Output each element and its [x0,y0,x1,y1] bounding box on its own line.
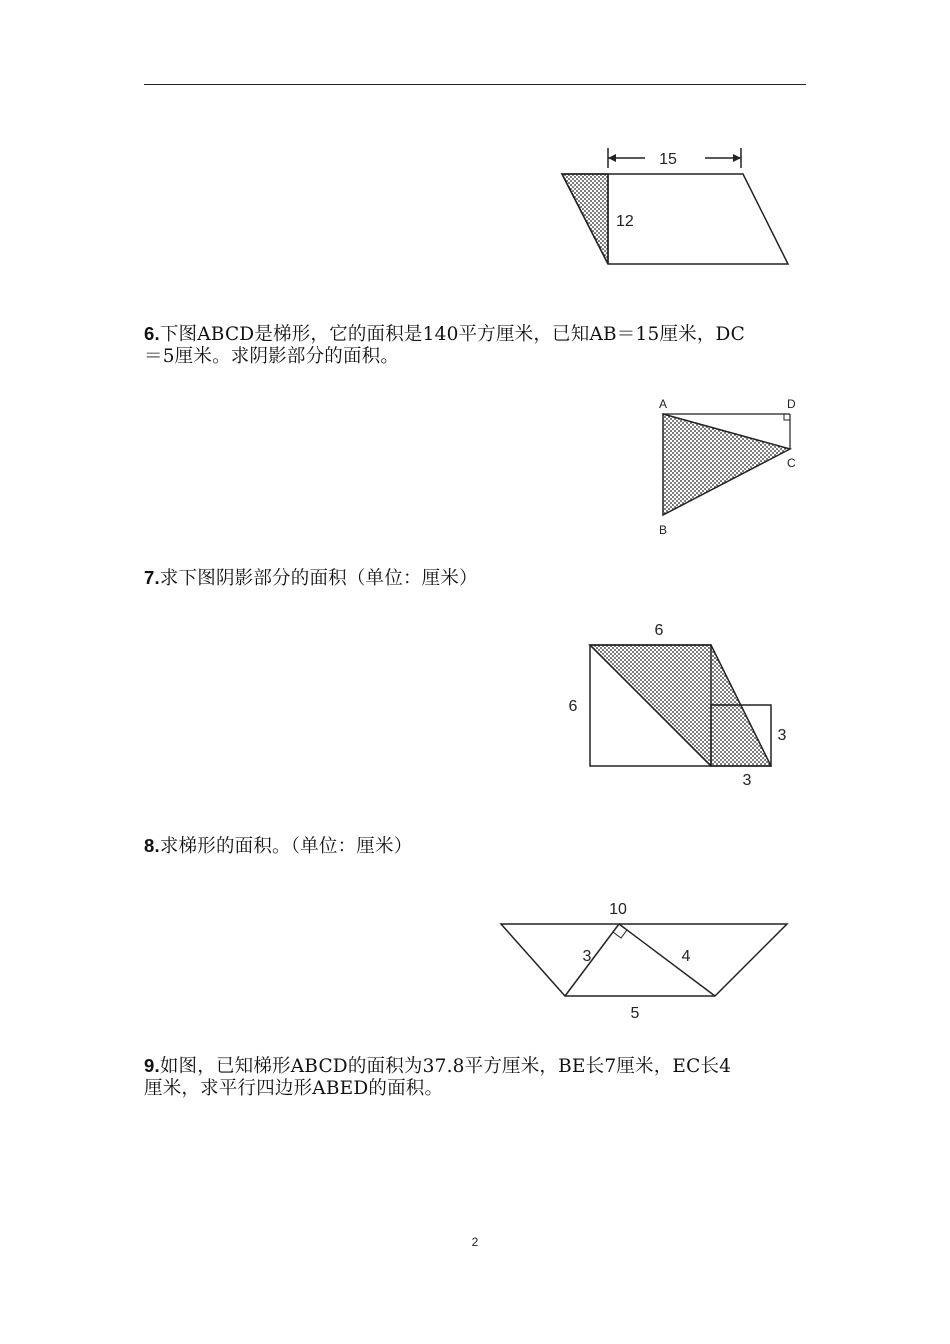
label-bottom-3: 3 [742,772,752,789]
problem-number: 6. [144,323,160,344]
problem-6 [144,323,808,368]
problem-text: 求梯形的面积。（单位：厘米） [159,836,413,857]
label-bottom-5: 5 [630,1005,640,1022]
page-number: 2 [471,1235,479,1249]
label-a: A [659,397,668,411]
label-b: B [659,523,668,537]
problem-number: 9. [144,1055,160,1076]
label-12: 12 [616,213,634,230]
figure-parallelogram [550,140,800,275]
right-angle-mark [784,414,790,420]
problem-text-line1: 如图，已知梯形ABCD的面积为37.8平方厘米，BE长7厘米，EC长4 [159,1056,732,1077]
figure-trapezoid-triangle [495,895,795,1025]
problem-8 [144,835,808,858]
problem-text-line2: 厘米，求平行四边形ABED的面积。 [144,1078,444,1099]
label-c: C [787,456,796,470]
label-leg-3: 3 [582,948,592,965]
problem-text: 求下图阴影部分的面积（单位：厘米） [159,568,478,589]
problem-text-line2: ＝5厘米。求阴影部分的面积。 [144,346,400,367]
figure-squares [560,615,800,795]
problem-9 [144,1055,808,1100]
problem-text-line1: 下图ABCD是梯形，它的面积是140平方厘米，已知AB＝15厘米，DC [159,324,745,345]
label-top-6: 6 [654,622,664,639]
trapezoid-outline [501,924,787,996]
shaded-triangle-abc [663,414,790,515]
label-d: D [787,397,796,411]
arrowhead-right [733,154,741,162]
triangle-leg-3 [565,924,619,996]
problem-7 [144,567,808,590]
header-rule [144,84,806,85]
label-15: 15 [659,151,677,168]
triangle-leg-4 [619,924,715,996]
arrowhead-left [608,154,616,162]
figure-trapezoid-abcd [650,394,810,539]
label-leg-4: 4 [681,948,691,965]
problem-number: 8. [144,835,160,856]
right-angle-mark [613,930,627,938]
problem-number: 7. [144,567,160,588]
label-right-3: 3 [777,727,787,744]
label-top-10: 10 [609,901,627,918]
label-left-6: 6 [568,698,578,715]
